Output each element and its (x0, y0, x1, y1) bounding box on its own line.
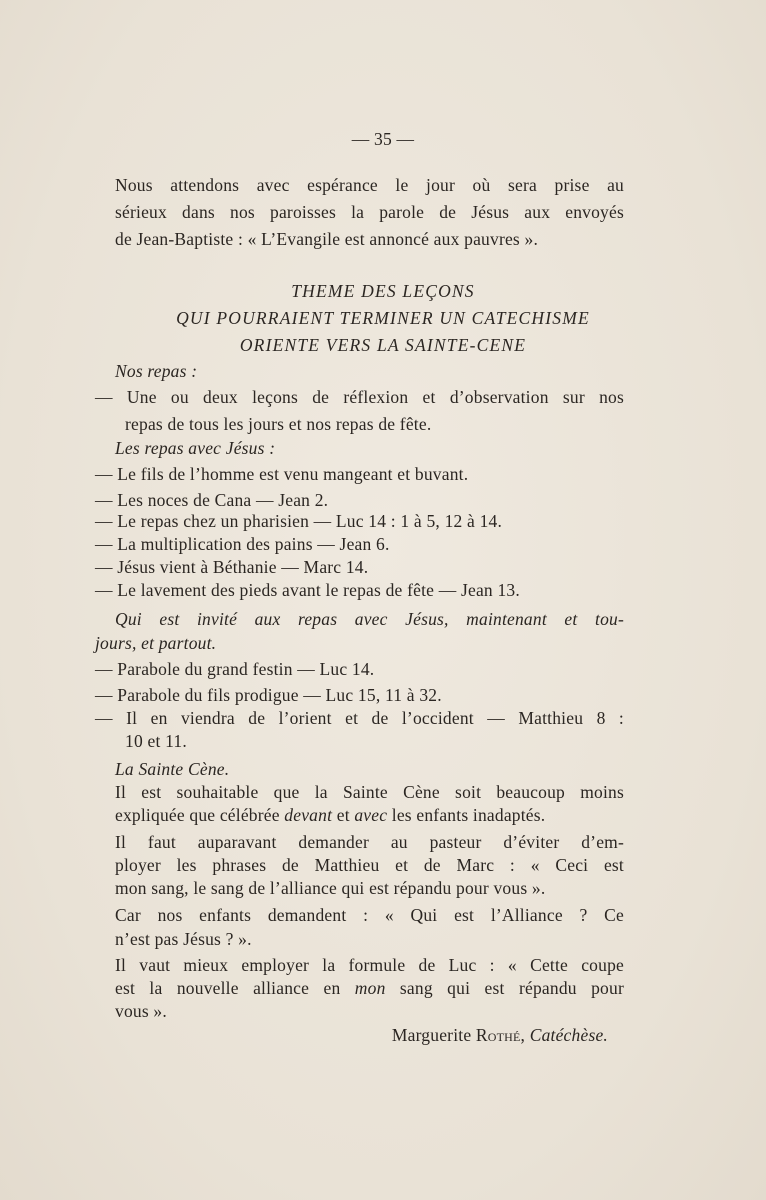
list-item: — Parabole du fils prodigue — Luc 15, 11 à 32. (95, 685, 442, 705)
subsection-heading: La Sainte Cène. (115, 759, 230, 779)
paragraph-line: Car nos enfants demandent : « Qui est l’Alliance ? Ce (115, 905, 624, 925)
paragraph-line: n’est pas Jésus ? ». (115, 929, 252, 949)
paragraph-line: est la nouvelle alliance en mon sang qui est répandu pour (115, 978, 624, 998)
list-item: — Une ou deux leçons de réflexion et d’observation sur nos (95, 387, 624, 407)
paragraph-line: Il est souhaitable que la Sainte Cène soit beaucoup moins (115, 782, 624, 802)
subsection-heading: Les repas avec Jésus : (115, 438, 276, 458)
paragraph-line: Il faut auparavant demander au pasteur d’éviter d’em- (115, 832, 624, 852)
paragraph-line: Il vaut mieux employer la formule de Luc : « Cette coupe (115, 955, 624, 975)
subsection-heading: Nos repas : (115, 361, 198, 381)
list-item: — Jésus vient à Béthanie — Marc 14. (95, 557, 369, 577)
signature: Marguerite Rothé, Catéchèse. (391, 1025, 608, 1045)
list-item: — Le fils de l’homme est venu mangeant et buvant. (95, 464, 469, 484)
page-number: — 35 — (351, 129, 415, 149)
paragraph-line: mon sang, le sang de l’alliance qui est répandu pour vous ». (115, 878, 546, 898)
list-item: — Il en viendra de l’orient et de l’occident — Matthieu 8 : (95, 708, 624, 728)
intro-line: de Jean-Baptiste : « L’Evangile est annoncé aux pauvres ». (115, 229, 539, 249)
list-item: — Le lavement des pieds avant le repas de fête — Jean 13. (95, 580, 520, 600)
intro-line: sérieux dans nos paroisses la parole de Jésus aux envoyés (115, 202, 624, 222)
list-item-continuation: repas de tous les jours et nos repas de fête. (125, 414, 432, 434)
list-item: — Le repas chez un pharisien — Luc 14 : 1 à 5, 12 à 14. (95, 511, 503, 531)
intro-line: Nous attendons avec espérance le jour où sera prise au (115, 175, 624, 195)
paragraph-line: vous ». (115, 1001, 167, 1021)
paragraph-line: expliquée que célébrée devant et avec les enfants inadaptés. (115, 805, 546, 825)
author-surname: Rothé (475, 1025, 521, 1045)
source-title: Catéchèse. (529, 1025, 608, 1045)
section-title: THEME DES LEÇONS (291, 281, 475, 301)
paragraph-line: ployer les phrases de Matthieu et de Marc : « Ceci est (115, 855, 624, 875)
list-item: — Les noces de Cana — Jean 2. (95, 490, 329, 510)
section-title: ORIENTE VERS LA SAINTE-CENE (239, 335, 527, 355)
subsection-heading: Qui est invité aux repas avec Jésus, maintenant et tou- (115, 609, 624, 629)
list-item-continuation: 10 et 11. (125, 731, 187, 751)
list-item: — Parabole du grand festin — Luc 14. (95, 659, 375, 679)
section-title: QUI POURRAIENT TERMINER UN CATECHISME (176, 308, 590, 328)
list-item: — La multiplication des pains — Jean 6. (95, 534, 390, 554)
subsection-heading: jours, et partout. (95, 633, 217, 653)
